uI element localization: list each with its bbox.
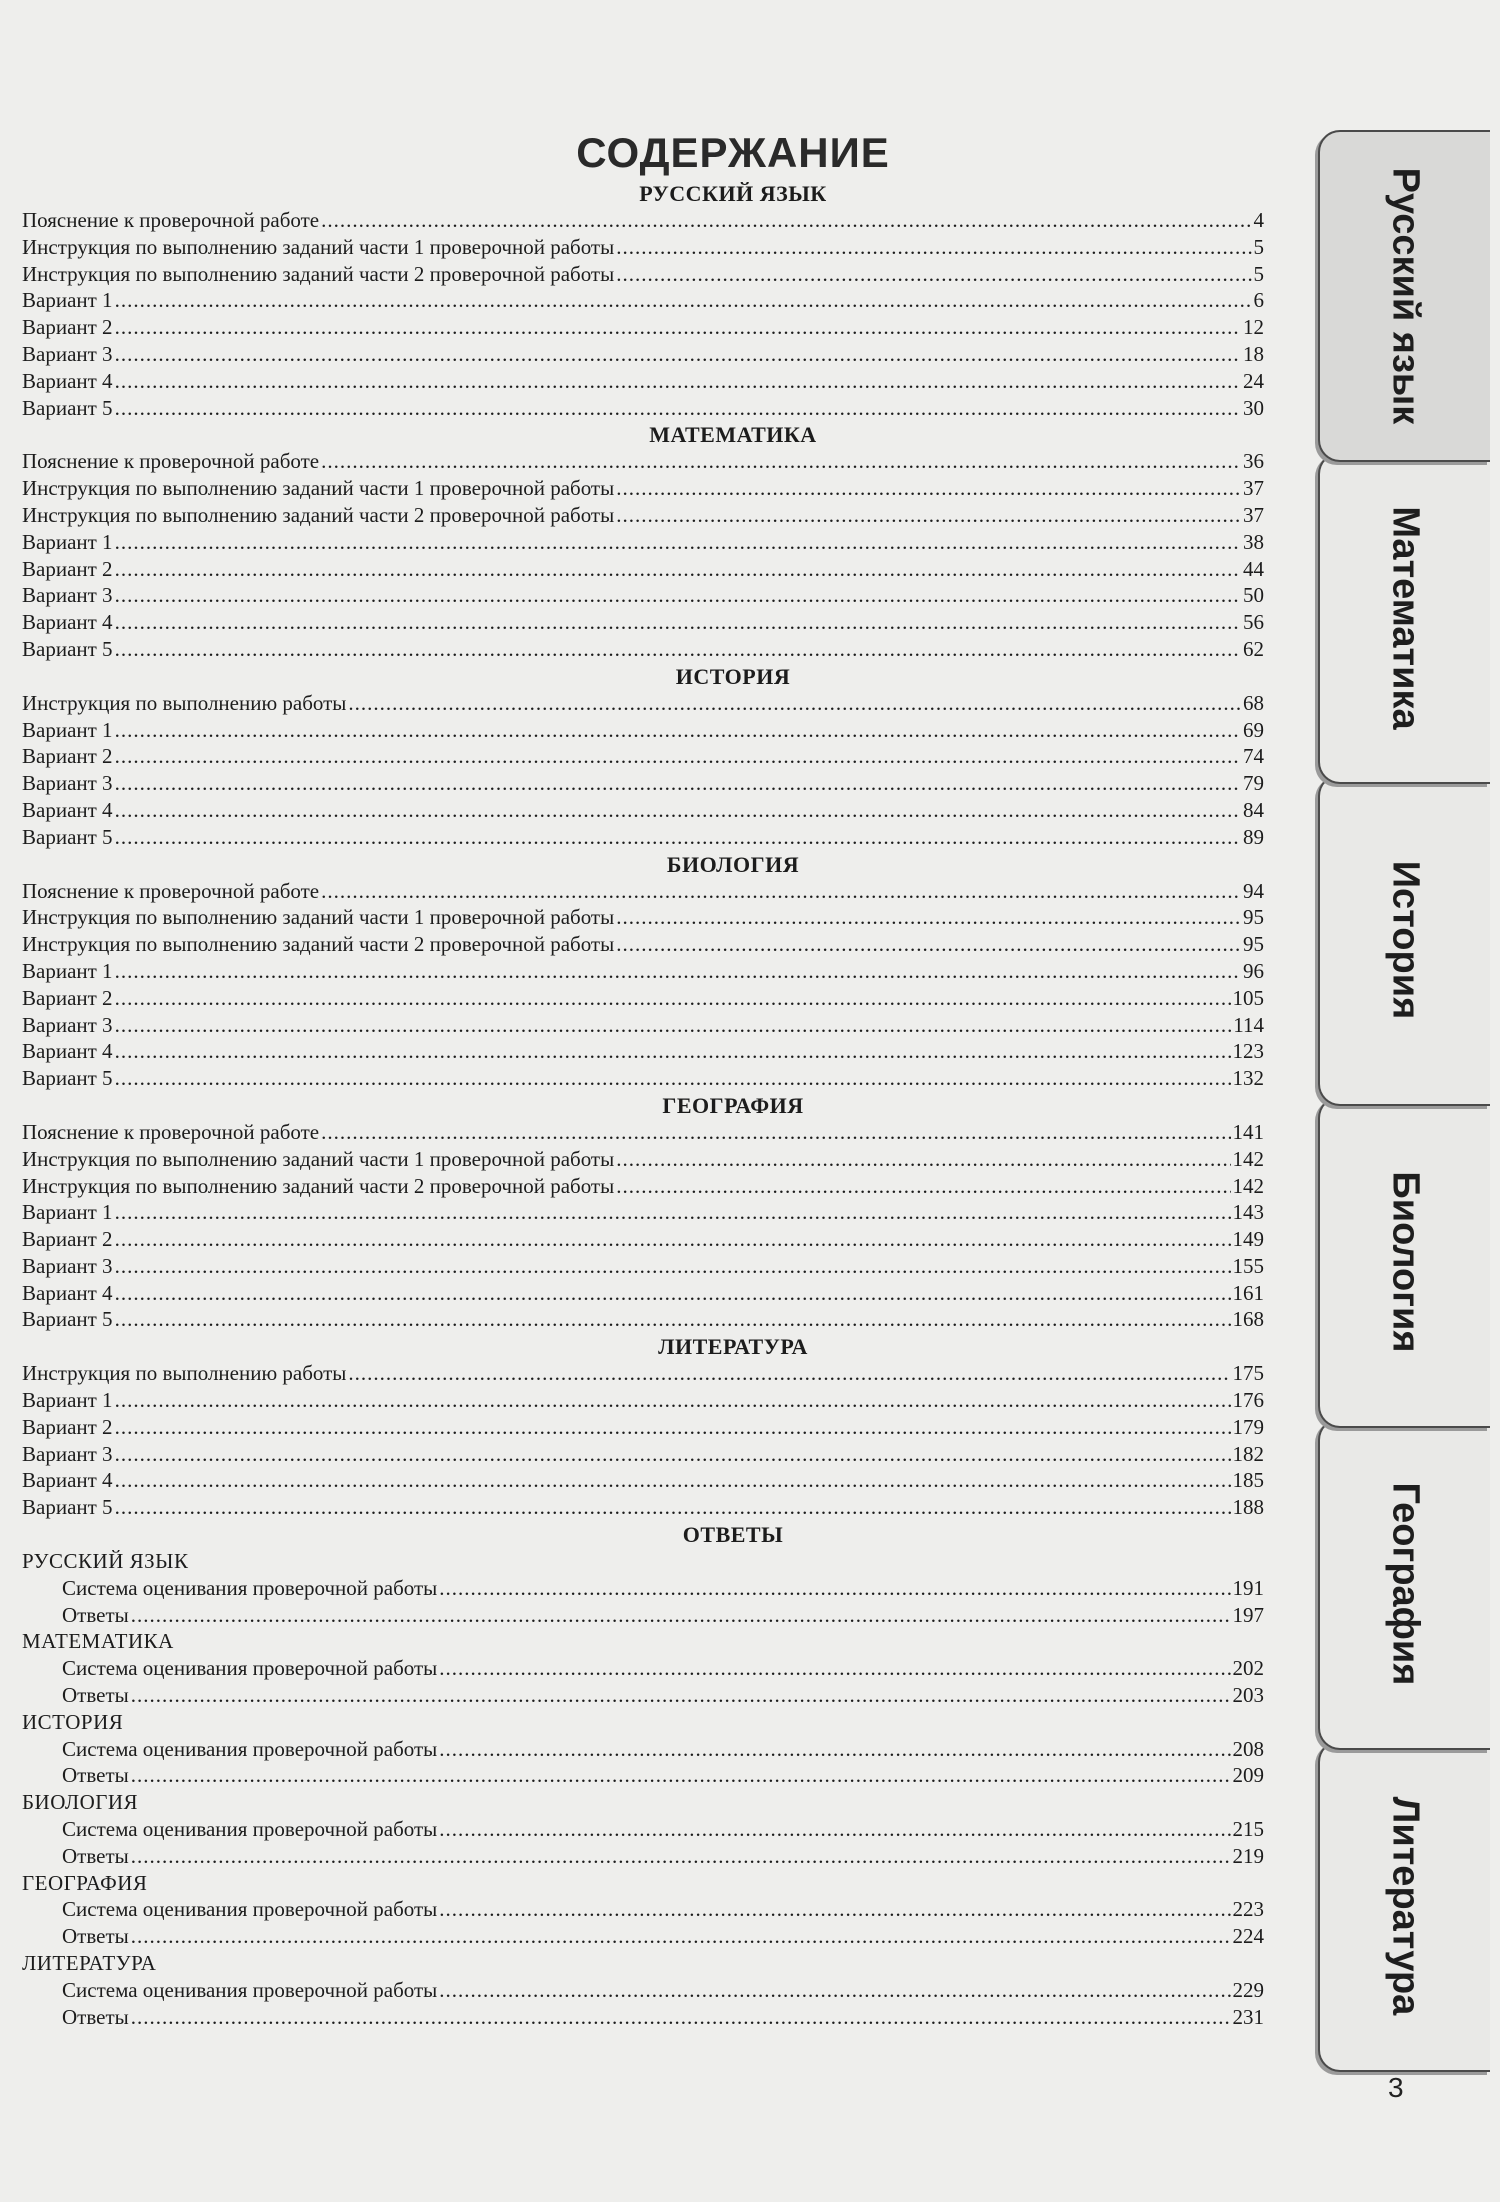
toc-entry <box>22 743 1264 770</box>
toc-entry-label: Вариант 5 <box>22 1066 113 1091</box>
toc-entry-label: Вариант 5 <box>22 824 113 849</box>
toc-entry <box>22 234 1264 261</box>
dot-leader <box>115 1494 1231 1521</box>
dot-leader <box>115 582 1241 609</box>
toc-entry-label: Вариант 1 <box>22 1388 113 1413</box>
toc-entry-label: Пояснение к проверочной работе <box>22 208 320 232</box>
subject-tab <box>1318 1418 1490 1750</box>
dot-leader <box>439 1977 1230 2004</box>
toc-entry-label: Вариант 4 <box>22 1468 113 1493</box>
toc-entry <box>22 556 1264 583</box>
subject-tab-label: Русский язык <box>1384 167 1427 425</box>
toc-entry-page: 149 <box>1232 1227 1264 1252</box>
toc-entry <box>22 985 1264 1012</box>
dot-leader <box>115 958 1241 985</box>
toc-entry-label: Ответы <box>62 1683 129 1708</box>
toc-entry-page: 231 <box>1232 2004 1264 2029</box>
toc-entry-page: 175 <box>1232 1361 1264 1386</box>
toc-entry <box>22 1146 1264 1173</box>
toc-entry-page: 197 <box>1232 1602 1264 1627</box>
dot-leader <box>616 234 1251 261</box>
dot-leader <box>616 1146 1230 1173</box>
dot-leader <box>131 2004 1231 2031</box>
section-title: ЛИТЕРАТУРА <box>658 1334 808 1360</box>
toc-entry-label: Ответы <box>62 2004 129 2029</box>
toc-entry-label: Вариант 4 <box>22 610 113 635</box>
toc-entry-label: Вариант 1 <box>22 529 113 554</box>
toc-entry-label: Система оценивания проверочной работы <box>62 1575 438 1600</box>
toc-entry-page: 123 <box>1232 1039 1264 1064</box>
subject-tab-label: История <box>1384 860 1427 1020</box>
dot-leader <box>321 207 1251 234</box>
toc-entry-page: 69 <box>1243 717 1264 742</box>
toc-entry-page: 36 <box>1243 449 1264 474</box>
toc-entry <box>22 1199 1264 1226</box>
toc-entry <box>22 609 1264 636</box>
toc-entry-label: Система оценивания проверочной работы <box>62 1897 438 1922</box>
section-title: РУССКИЙ ЯЗЫК <box>639 181 827 206</box>
toc-entry-page: 38 <box>1243 529 1264 554</box>
toc-entry-page: 95 <box>1243 932 1264 957</box>
toc-entry-label: Вариант 2 <box>22 1414 113 1439</box>
toc-entry <box>22 1038 1264 1065</box>
toc-entry <box>22 582 1264 609</box>
answers-group-title: БИОЛОГИЯ <box>22 1790 139 1815</box>
toc-entry-label: Инструкция по выполнению заданий части 1 проверочной работы <box>22 234 615 259</box>
dot-leader <box>131 1602 1231 1629</box>
toc-entry-label: Вариант 4 <box>22 797 113 822</box>
dot-leader <box>115 1387 1231 1414</box>
dot-leader <box>616 502 1241 529</box>
toc-entry <box>22 1575 1264 1602</box>
toc-entry-label: Ответы <box>62 1602 129 1627</box>
toc-entry-page: 223 <box>1232 1897 1264 1922</box>
toc-entry-page: 161 <box>1232 1280 1264 1305</box>
toc-entry-label: Инструкция по выполнению заданий части 1 проверочной работы <box>22 476 615 501</box>
page-number: 3 <box>1388 2072 1404 2103</box>
toc-entry <box>22 261 1264 288</box>
page-title: СОДЕРЖАНИЕ <box>576 129 890 176</box>
toc-entry-page: 44 <box>1243 556 1264 581</box>
toc-entry <box>22 1012 1264 1039</box>
toc-entry <box>22 1119 1264 1146</box>
toc-entry <box>22 314 1264 341</box>
toc-entry-page: 68 <box>1243 690 1264 715</box>
section-title: БИОЛОГИЯ <box>666 851 800 877</box>
toc-entry <box>22 690 1264 717</box>
toc-entry <box>22 1736 1264 1763</box>
dot-leader <box>115 556 1241 583</box>
dot-leader <box>131 1682 1231 1709</box>
dot-leader <box>321 1119 1230 1146</box>
toc-entry-page: 143 <box>1232 1200 1264 1225</box>
section-title: ИСТОРИЯ <box>675 663 791 689</box>
toc-entry-label: Ответы <box>62 1924 129 1949</box>
toc-entry-page: 141 <box>1232 1119 1264 1144</box>
toc-entry <box>22 1360 1264 1387</box>
subject-tab-label: Биология <box>1384 1171 1427 1353</box>
toc-entry-page: 142 <box>1232 1146 1264 1171</box>
toc-entry <box>22 1414 1264 1441</box>
toc-entry-label: Вариант 5 <box>22 1307 113 1332</box>
dot-leader <box>348 690 1241 717</box>
answers-group-title: ЛИТЕРАТУРА <box>22 1951 157 1976</box>
toc-entry-page: 5 <box>1253 261 1264 286</box>
toc-entry-page: 56 <box>1243 610 1264 635</box>
toc-entry-page: 219 <box>1232 1843 1264 1868</box>
toc-entry-label: Вариант 3 <box>22 771 113 796</box>
toc-entry-page: 6 <box>1253 288 1264 313</box>
toc-entry <box>22 1896 1264 1923</box>
toc-entry <box>22 502 1264 529</box>
toc-sections <box>22 180 1264 1521</box>
section-title: ГЕОГРАФИЯ <box>662 1092 804 1118</box>
dot-leader <box>115 1467 1231 1494</box>
toc-entry <box>22 1467 1264 1494</box>
toc-entry <box>22 1173 1264 1200</box>
toc-entry-label: Инструкция по выполнению заданий части 2 проверочной работы <box>22 932 615 957</box>
dot-leader <box>115 314 1241 341</box>
toc-entry-page: 182 <box>1232 1441 1264 1466</box>
toc-entry-label: Инструкция по выполнению работы <box>22 1361 347 1386</box>
toc-entry-label: Вариант 4 <box>22 1039 113 1064</box>
toc-entry-page: 155 <box>1232 1253 1264 1278</box>
toc-entry-label: Пояснение к проверочной работе <box>22 1119 320 1144</box>
subject-tab-label: Математика <box>1384 506 1427 730</box>
toc-entry <box>22 341 1264 368</box>
toc-entry <box>22 1762 1264 1789</box>
toc-entry-page: 215 <box>1232 1817 1264 1842</box>
toc-entry-page: 62 <box>1243 636 1264 661</box>
toc-entry-label: Инструкция по выполнению заданий части 1 проверочной работы <box>22 1146 615 1171</box>
dot-leader <box>115 1280 1231 1307</box>
toc-entry-label: Вариант 4 <box>22 368 113 393</box>
toc-entry-label: Вариант 5 <box>22 1495 113 1520</box>
dot-leader <box>115 770 1241 797</box>
toc-entry-label: Вариант 4 <box>22 1280 113 1305</box>
dot-leader <box>115 1038 1231 1065</box>
dot-leader <box>115 1199 1231 1226</box>
toc-entry-label: Вариант 5 <box>22 636 113 661</box>
toc-entry <box>22 368 1264 395</box>
toc-entry-page: 208 <box>1232 1736 1264 1761</box>
toc-entry-label: Вариант 3 <box>22 1253 113 1278</box>
toc-entry-label: Вариант 2 <box>22 744 113 769</box>
dot-leader <box>348 1360 1230 1387</box>
toc-entry-label: Система оценивания проверочной работы <box>62 1656 438 1681</box>
dot-leader <box>115 636 1241 663</box>
toc-entry <box>22 770 1264 797</box>
dot-leader <box>616 475 1241 502</box>
toc-entry-page: 30 <box>1243 395 1264 420</box>
subject-tab <box>1318 1740 1490 2072</box>
toc-entry-label: Вариант 3 <box>22 341 113 366</box>
dot-leader <box>616 1173 1230 1200</box>
toc-entry-page: 202 <box>1232 1656 1264 1681</box>
subject-tab-label: География <box>1384 1482 1427 1686</box>
answers-group-title: РУССКИЙ ЯЗЫК <box>22 1549 189 1574</box>
dot-leader <box>321 878 1241 905</box>
subject-tab <box>1318 774 1490 1106</box>
toc-entry <box>22 207 1264 234</box>
toc-entry <box>22 958 1264 985</box>
toc-entry-page: 84 <box>1243 797 1264 822</box>
dot-leader <box>439 1575 1230 1602</box>
toc-entry <box>22 1306 1264 1333</box>
dot-leader <box>115 395 1241 422</box>
toc-entry-page: 37 <box>1243 502 1264 527</box>
toc-entry-label: Вариант 3 <box>22 583 113 608</box>
subject-tab <box>1318 1096 1490 1428</box>
toc-entry <box>22 475 1264 502</box>
toc-entry-page: 37 <box>1243 476 1264 501</box>
dot-leader <box>115 287 1252 314</box>
toc-entry-page: 114 <box>1233 1012 1264 1037</box>
toc-entry-label: Пояснение к проверочной работе <box>22 449 320 474</box>
toc-entry <box>22 529 1264 556</box>
dot-leader <box>115 341 1241 368</box>
toc-entry-page: 142 <box>1232 1173 1264 1198</box>
toc-entry-label: Инструкция по выполнению заданий части 2 проверочной работы <box>22 502 615 527</box>
subject-tab <box>1318 452 1490 784</box>
toc-entry-page: 24 <box>1243 368 1264 393</box>
dot-leader <box>115 743 1241 770</box>
toc-entry <box>22 1682 1264 1709</box>
dot-leader <box>321 448 1241 475</box>
toc-entry-label: Система оценивания проверочной работы <box>62 1817 438 1842</box>
answers-group-title: ГЕОГРАФИЯ <box>22 1870 148 1895</box>
dot-leader <box>115 1253 1231 1280</box>
toc-entry-label: Инструкция по выполнению заданий части 2 проверочной работы <box>22 1173 615 1198</box>
toc-entry <box>22 395 1264 422</box>
dot-leader <box>131 1923 1231 1950</box>
toc-entry-page: 12 <box>1243 315 1264 340</box>
answers-group-title: ИСТОРИЯ <box>22 1709 124 1734</box>
toc-entry-label: Ответы <box>62 1843 129 1868</box>
dot-leader <box>115 529 1241 556</box>
toc-entry-label: Вариант 1 <box>22 958 113 983</box>
toc-entry-label: Вариант 1 <box>22 288 113 313</box>
toc-entry-label: Система оценивания проверочной работы <box>62 1977 438 2002</box>
dot-leader <box>439 1736 1230 1763</box>
dot-leader <box>115 797 1241 824</box>
dot-leader <box>439 1896 1230 1923</box>
section-title: МАТЕМАТИКА <box>649 422 817 448</box>
toc-entry-page: 18 <box>1243 341 1264 366</box>
toc-entry-label: Пояснение к проверочной работе <box>22 878 320 903</box>
dot-leader <box>115 985 1231 1012</box>
toc-entry <box>22 1226 1264 1253</box>
toc-entry-label: Вариант 2 <box>22 556 113 581</box>
toc-entry <box>22 287 1264 314</box>
toc-entry-label: Вариант 3 <box>22 1441 113 1466</box>
toc-entry-page: 132 <box>1232 1066 1264 1091</box>
toc-entry-page: 105 <box>1232 985 1264 1010</box>
dot-leader <box>131 1762 1231 1789</box>
toc-entry <box>22 1280 1264 1307</box>
dot-leader <box>115 609 1241 636</box>
toc-entry-label: Вариант 1 <box>22 717 113 742</box>
toc-entry <box>22 931 1264 958</box>
toc-entry-page: 179 <box>1232 1414 1264 1439</box>
answers-title: ОТВЕТЫ <box>682 1522 784 1548</box>
toc-entry <box>22 797 1264 824</box>
subject-tab-label: Литература <box>1384 1796 1427 2016</box>
subject-tabs <box>1310 130 1500 2030</box>
toc-entry <box>22 1816 1264 1843</box>
toc-entry <box>22 717 1264 744</box>
toc-entry <box>22 1977 1264 2004</box>
dot-leader <box>115 1012 1232 1039</box>
dot-leader <box>115 1065 1231 1092</box>
toc-entry-page: 168 <box>1232 1307 1264 1332</box>
toc-entry <box>22 448 1264 475</box>
dot-leader <box>115 1414 1231 1441</box>
toc-entry-page: 79 <box>1243 771 1264 796</box>
toc-entry-page: 224 <box>1232 1924 1264 1949</box>
toc-entry <box>22 1387 1264 1414</box>
table-of-contents <box>22 128 1264 2030</box>
toc-entry <box>22 1253 1264 1280</box>
toc-entry-label: Вариант 1 <box>22 1200 113 1225</box>
dot-leader <box>115 824 1241 851</box>
dot-leader <box>115 1441 1231 1468</box>
toc-entry <box>22 1843 1264 1870</box>
toc-entry-page: 96 <box>1243 958 1264 983</box>
toc-entry-label: Вариант 5 <box>22 395 113 420</box>
dot-leader <box>616 261 1251 288</box>
toc-entry-page: 185 <box>1232 1468 1264 1493</box>
toc-entry <box>22 636 1264 663</box>
toc-entry-page: 191 <box>1232 1575 1264 1600</box>
toc-entry-page: 5 <box>1253 234 1264 259</box>
toc-entry-page: 209 <box>1232 1763 1264 1788</box>
toc-entry <box>22 824 1264 851</box>
dot-leader <box>115 368 1241 395</box>
toc-entry-page: 89 <box>1243 824 1264 849</box>
toc-entry-label: Инструкция по выполнению заданий части 2 проверочной работы <box>22 261 615 286</box>
toc-entry-page: 95 <box>1243 905 1264 930</box>
dot-leader <box>131 1843 1231 1870</box>
toc-entry <box>22 1923 1264 1950</box>
dot-leader <box>115 1306 1231 1333</box>
toc-entry <box>22 1441 1264 1468</box>
toc-entry <box>22 1065 1264 1092</box>
dot-leader <box>616 904 1241 931</box>
toc-entry-label: Инструкция по выполнению работы <box>22 690 347 715</box>
toc-entry-page: 50 <box>1243 583 1264 608</box>
toc-entry-label: Вариант 2 <box>22 985 113 1010</box>
toc-entry <box>22 1655 1264 1682</box>
toc-entry-label: Инструкция по выполнению заданий части 1 проверочной работы <box>22 905 615 930</box>
toc-entry-label: Ответы <box>62 1763 129 1788</box>
answers-groups <box>22 1548 1264 2030</box>
toc-entry-page: 229 <box>1232 1977 1264 2002</box>
dot-leader <box>439 1655 1230 1682</box>
toc-entry-page: 188 <box>1232 1495 1264 1520</box>
answers-group-title: МАТЕМАТИКА <box>22 1629 174 1654</box>
dot-leader <box>115 1226 1231 1253</box>
subject-tab <box>1318 130 1490 462</box>
toc-entry <box>22 2004 1264 2031</box>
toc-entry <box>22 878 1264 905</box>
toc-entry <box>22 1602 1264 1629</box>
toc-entry <box>22 1494 1264 1521</box>
dot-leader <box>115 717 1241 744</box>
toc-entry-label: Вариант 3 <box>22 1012 113 1037</box>
toc-entry-page: 94 <box>1243 878 1264 903</box>
dot-leader <box>616 931 1241 958</box>
toc-entry-label: Вариант 2 <box>22 1227 113 1252</box>
dot-leader <box>439 1816 1230 1843</box>
toc-entry <box>22 904 1264 931</box>
toc-entry-page: 74 <box>1243 744 1264 769</box>
toc-entry-label: Вариант 2 <box>22 315 113 340</box>
toc-entry-page: 4 <box>1253 208 1264 232</box>
toc-entry-page: 203 <box>1232 1683 1264 1708</box>
toc-entry-page: 176 <box>1232 1388 1264 1413</box>
toc-entry-label: Система оценивания проверочной работы <box>62 1736 438 1761</box>
